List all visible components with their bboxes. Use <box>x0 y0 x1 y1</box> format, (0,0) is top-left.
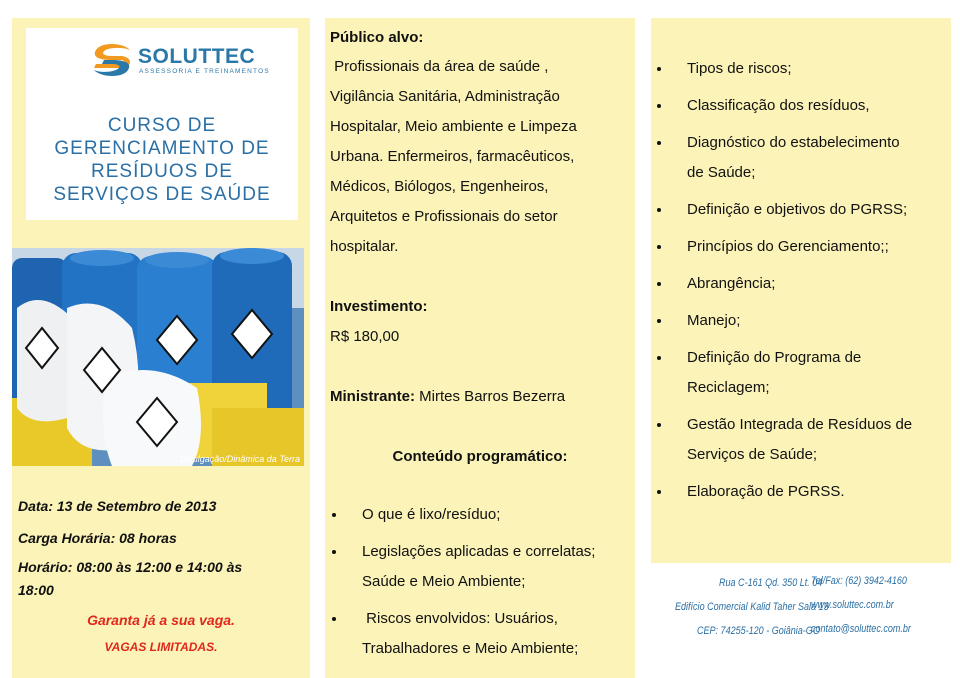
promo-line: Garanta já a sua vaga. <box>87 612 235 628</box>
list-item-text: Princípios do Gerenciamento;; <box>687 238 889 255</box>
brand-tagline: ASSESSORIA E TREINAMENTOS <box>139 68 270 75</box>
list-item <box>687 410 949 470</box>
list-item <box>362 604 632 664</box>
instructor-section <box>330 382 565 412</box>
bullet-icon <box>657 490 661 494</box>
bullet-icon <box>657 319 661 323</box>
list-item-text: Trabalhadores e Meio Ambiente; <box>362 640 579 657</box>
photo-caption: Divulgação/Dinâmica da Terra <box>179 454 300 464</box>
list-item-text: Saúde e Meio Ambiente; <box>362 573 526 590</box>
bullet-icon <box>657 245 661 249</box>
audience-line: Vigilância Sanitária, Administração <box>330 88 560 105</box>
list-item-text: O que é lixo/resíduo; <box>362 506 501 523</box>
list-item-text: Serviços de Saúde; <box>687 446 818 463</box>
list-item <box>687 477 949 507</box>
bullet-icon <box>332 617 336 621</box>
investment-label: Investimento: <box>330 298 428 315</box>
website-link[interactable]: www.soluttec.com.br <box>811 599 894 611</box>
list-item <box>687 343 949 403</box>
bullet-icon <box>657 208 661 212</box>
logo-mark-icon <box>90 42 134 78</box>
bullet-icon <box>657 141 661 145</box>
list-item-text: Definição e objetivos do PGRSS; <box>687 201 908 218</box>
list-item <box>687 195 949 225</box>
course-workload: Carga Horária: 08 horas <box>18 530 177 546</box>
list-item <box>687 269 949 299</box>
instructor-name: Mirtes Barros Bezerra <box>415 388 566 405</box>
waste-containers-photo <box>12 248 304 466</box>
bullet-icon <box>657 104 661 108</box>
audience-line: Hospitalar, Meio ambiente e Limpeza <box>330 118 577 135</box>
contact-box <box>651 565 949 663</box>
list-item-text: Manejo; <box>687 312 741 329</box>
list-item-text: Tipos de riscos; <box>687 60 792 77</box>
audience-line: Profissionais da área de saúde , <box>330 58 549 75</box>
middle-panel <box>325 18 635 678</box>
list-item-text: Classificação dos resíduos, <box>687 97 870 114</box>
brand-name: SOLUTTEC <box>138 45 256 68</box>
course-schedule-end: 18:00 <box>18 582 54 598</box>
list-item-text: Gestão Integrada de Resíduos de <box>687 416 913 433</box>
list-item <box>362 500 632 530</box>
audience-line: hospitalar. <box>330 238 399 255</box>
right-panel <box>651 18 951 563</box>
audience-label: Público alvo: <box>330 29 424 46</box>
list-item <box>687 91 949 121</box>
course-title-line: GERENCIAMENTO DE <box>54 138 270 159</box>
bullet-icon <box>332 550 336 554</box>
list-item-text: Abrangência; <box>687 275 776 292</box>
contents-list-2 <box>687 54 949 507</box>
address-line-2: Edifício Comercial Kalid Taher Sala 13 <box>675 601 829 613</box>
biohazard-barrels-image <box>12 248 304 466</box>
course-schedule: Horário: 08:00 às 12:00 e 14:00 às <box>18 559 243 575</box>
bullet-icon <box>657 282 661 286</box>
list-item-text: Reciclagem; <box>687 379 770 396</box>
audience-section <box>330 24 630 262</box>
limited-seats: VAGAS LIMITADAS. <box>104 640 218 654</box>
address-line-1: Rua C-161 Qd. 350 Lt. 04 <box>719 577 823 589</box>
instructor-label: Ministrante: <box>330 388 416 405</box>
course-title-line: SERVIÇOS DE SAÚDE <box>53 184 271 205</box>
course-title <box>26 114 298 206</box>
left-panel <box>12 18 310 678</box>
list-item-text: Riscos envolvidos: Usuários, <box>362 610 558 627</box>
list-item-text: Legislações aplicadas e correlatas; <box>362 543 596 560</box>
contents-list-1 <box>362 500 632 664</box>
list-item-text: Definição do Programa de <box>687 349 862 366</box>
phone-number: Tel/Fax: (62) 3942-4160 <box>811 575 907 587</box>
list-item <box>687 54 949 84</box>
course-title-line: CURSO DE <box>107 115 217 136</box>
investment-value: R$ 180,00 <box>330 328 400 345</box>
list-item <box>687 128 949 188</box>
contents-heading: Conteúdo programático: <box>392 448 568 465</box>
bullet-icon <box>657 423 661 427</box>
audience-line: Urbana. Enfermeiros, farmacêuticos, <box>330 148 575 165</box>
list-item <box>687 306 949 336</box>
bullet-icon <box>657 67 661 71</box>
audience-line: Arquitetos e Profissionais do setor <box>330 208 558 225</box>
investment-section <box>330 292 428 352</box>
list-item <box>362 537 632 597</box>
address-line-3: CEP: 74255-120 - Goiânia-GO <box>697 625 820 637</box>
bullet-icon <box>657 356 661 360</box>
audience-line: Médicos, Biólogos, Engenheiros, <box>330 178 549 195</box>
course-title-line: RESÍDUOS DE <box>91 161 233 182</box>
list-item <box>687 232 949 262</box>
brand-logo <box>90 40 290 80</box>
list-item-text: Elaboração de PGRSS. <box>687 483 845 500</box>
bullet-icon <box>332 513 336 517</box>
list-item-text: de Saúde; <box>687 164 756 181</box>
course-date: Data: 13 de Setembro de 2013 <box>18 498 217 514</box>
email-link[interactable]: contato@soluttec.com.br <box>811 623 911 635</box>
header-box <box>26 28 298 220</box>
list-item-text: Diagnóstico do estabelecimento <box>687 134 900 151</box>
